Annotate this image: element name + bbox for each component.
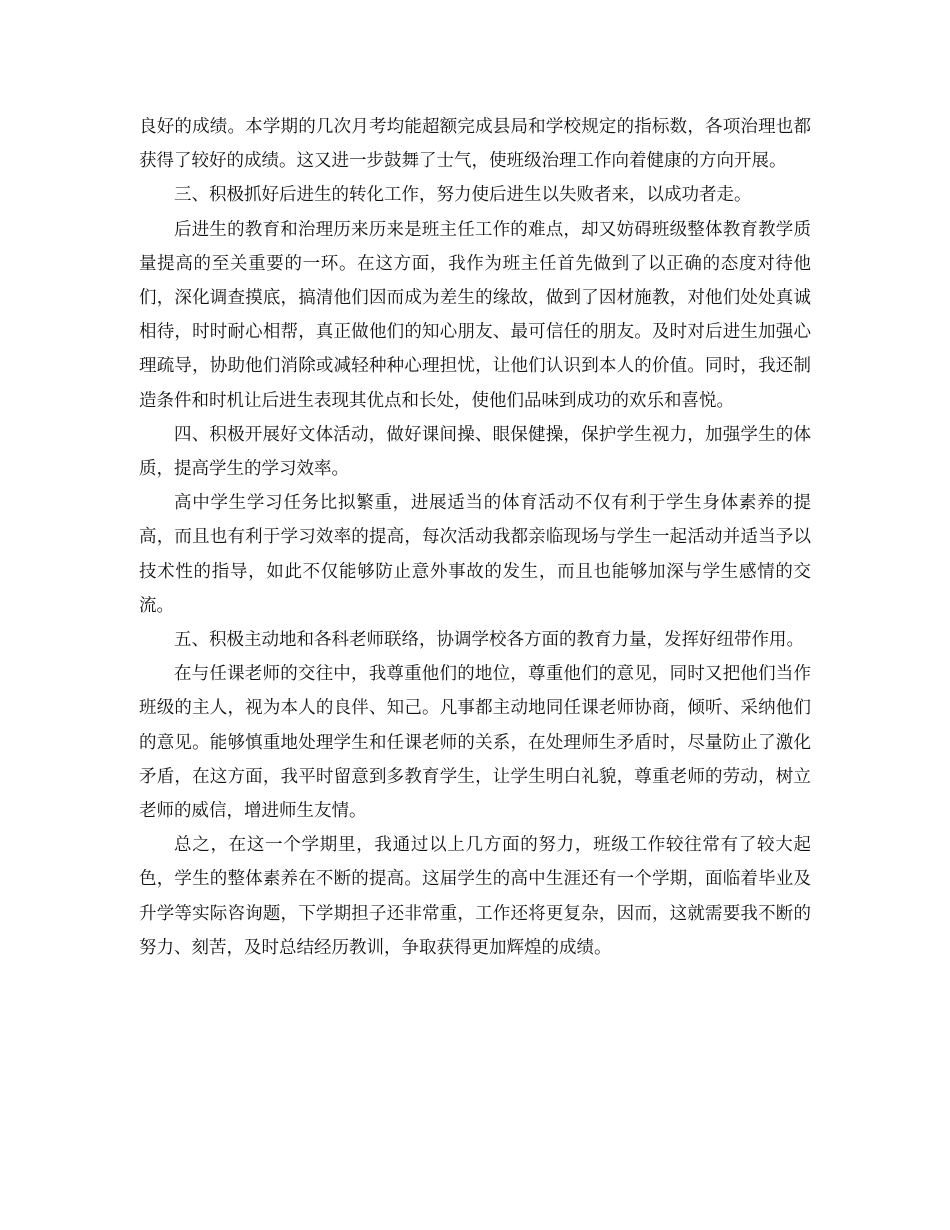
paragraph-continuation: 良好的成绩。本学期的几次月考均能超额完成县局和学校规定的指标数，各项治理也都获得了较好的成绩。这又进一步鼓舞了士气，使班级治理工作向着健康的方向开展。 [139,117,811,172]
heading-section-five: 五、积极主动地和各科老师联络，协调学校各方面的教育力量，发挥好纽带作用。 [174,630,804,651]
paragraph-section-five: 在与任课老师的交往中，我尊重他们的地位，尊重他们的意见，同时又把他们当作班级的主人，视为本人的良伴、知己。凡事都主动地同任课老师协商，倾听、采纳他们的意见。能够慎重地处理学生和任课老师的关系，在处理师生矛盾时，尽量防止了激化矛盾，在这方面，我平时留意到多教育学生，让学生明白礼貌，尊重老师的劳动，树立老师的威信，增进师生友情。 [139,664,811,822]
paragraph-section-three: 后进生的教育和治理历来历来是班主任工作的难点，却又妨碍班级整体教育教学质量提高的至关重要的一环。在这方面，我作为班主任首先做到了以正确的态度对待他们，深化调查摸底，搞清他们因而成为差生的缘故，做到了因材施教，对他们处处真诚相待，时时耐心相帮，真正做他们的知心朋友、最可信任的朋友。及时对后进生加强心理疏导，协助他们消除或减轻种种心理担忧，让他们认识到本人的价值。同时，我还制造条件和时机让后进生表现其优点和长处，使他们品味到成功的欢乐和喜悦。 [139,219,811,411]
heading-section-four: 四、积极开展好文体活动，做好课间操、眼保健操，保护学生视力，加强学生的体质，提高学生的学习效率。 [139,424,811,480]
paragraph-conclusion: 总之，在这一个学期里，我通过以上几方面的努力，班级工作较往常有了较大起色，学生的整体素养在不断的提高。这届学生的高中生涯还有一个学期，面临着毕业及升学等实际咨询题，下学期担子还非常重，工作还将更复杂，因而，这就需要我不断的努力、刻苦，及时总结经历教训，争取获得更加辉煌的成绩。 [139,835,811,958]
paragraph-section-four: 高中学生学习任务比拟繁重，进展适当的体育活动不仅有利于学生身体素养的提高，而且也有利于学习效率的提高，每次活动我都亲临现场与学生一起活动并适当予以技术性的指导，如此不仅能够防止意外事故的发生，而且也能够加深与学生感情的交流。 [139,493,811,616]
document-body [139,110,811,965]
heading-section-three: 三、积极抓好后进生的转化工作，努力使后进生以失败者来，以成功者走。 [174,185,752,206]
